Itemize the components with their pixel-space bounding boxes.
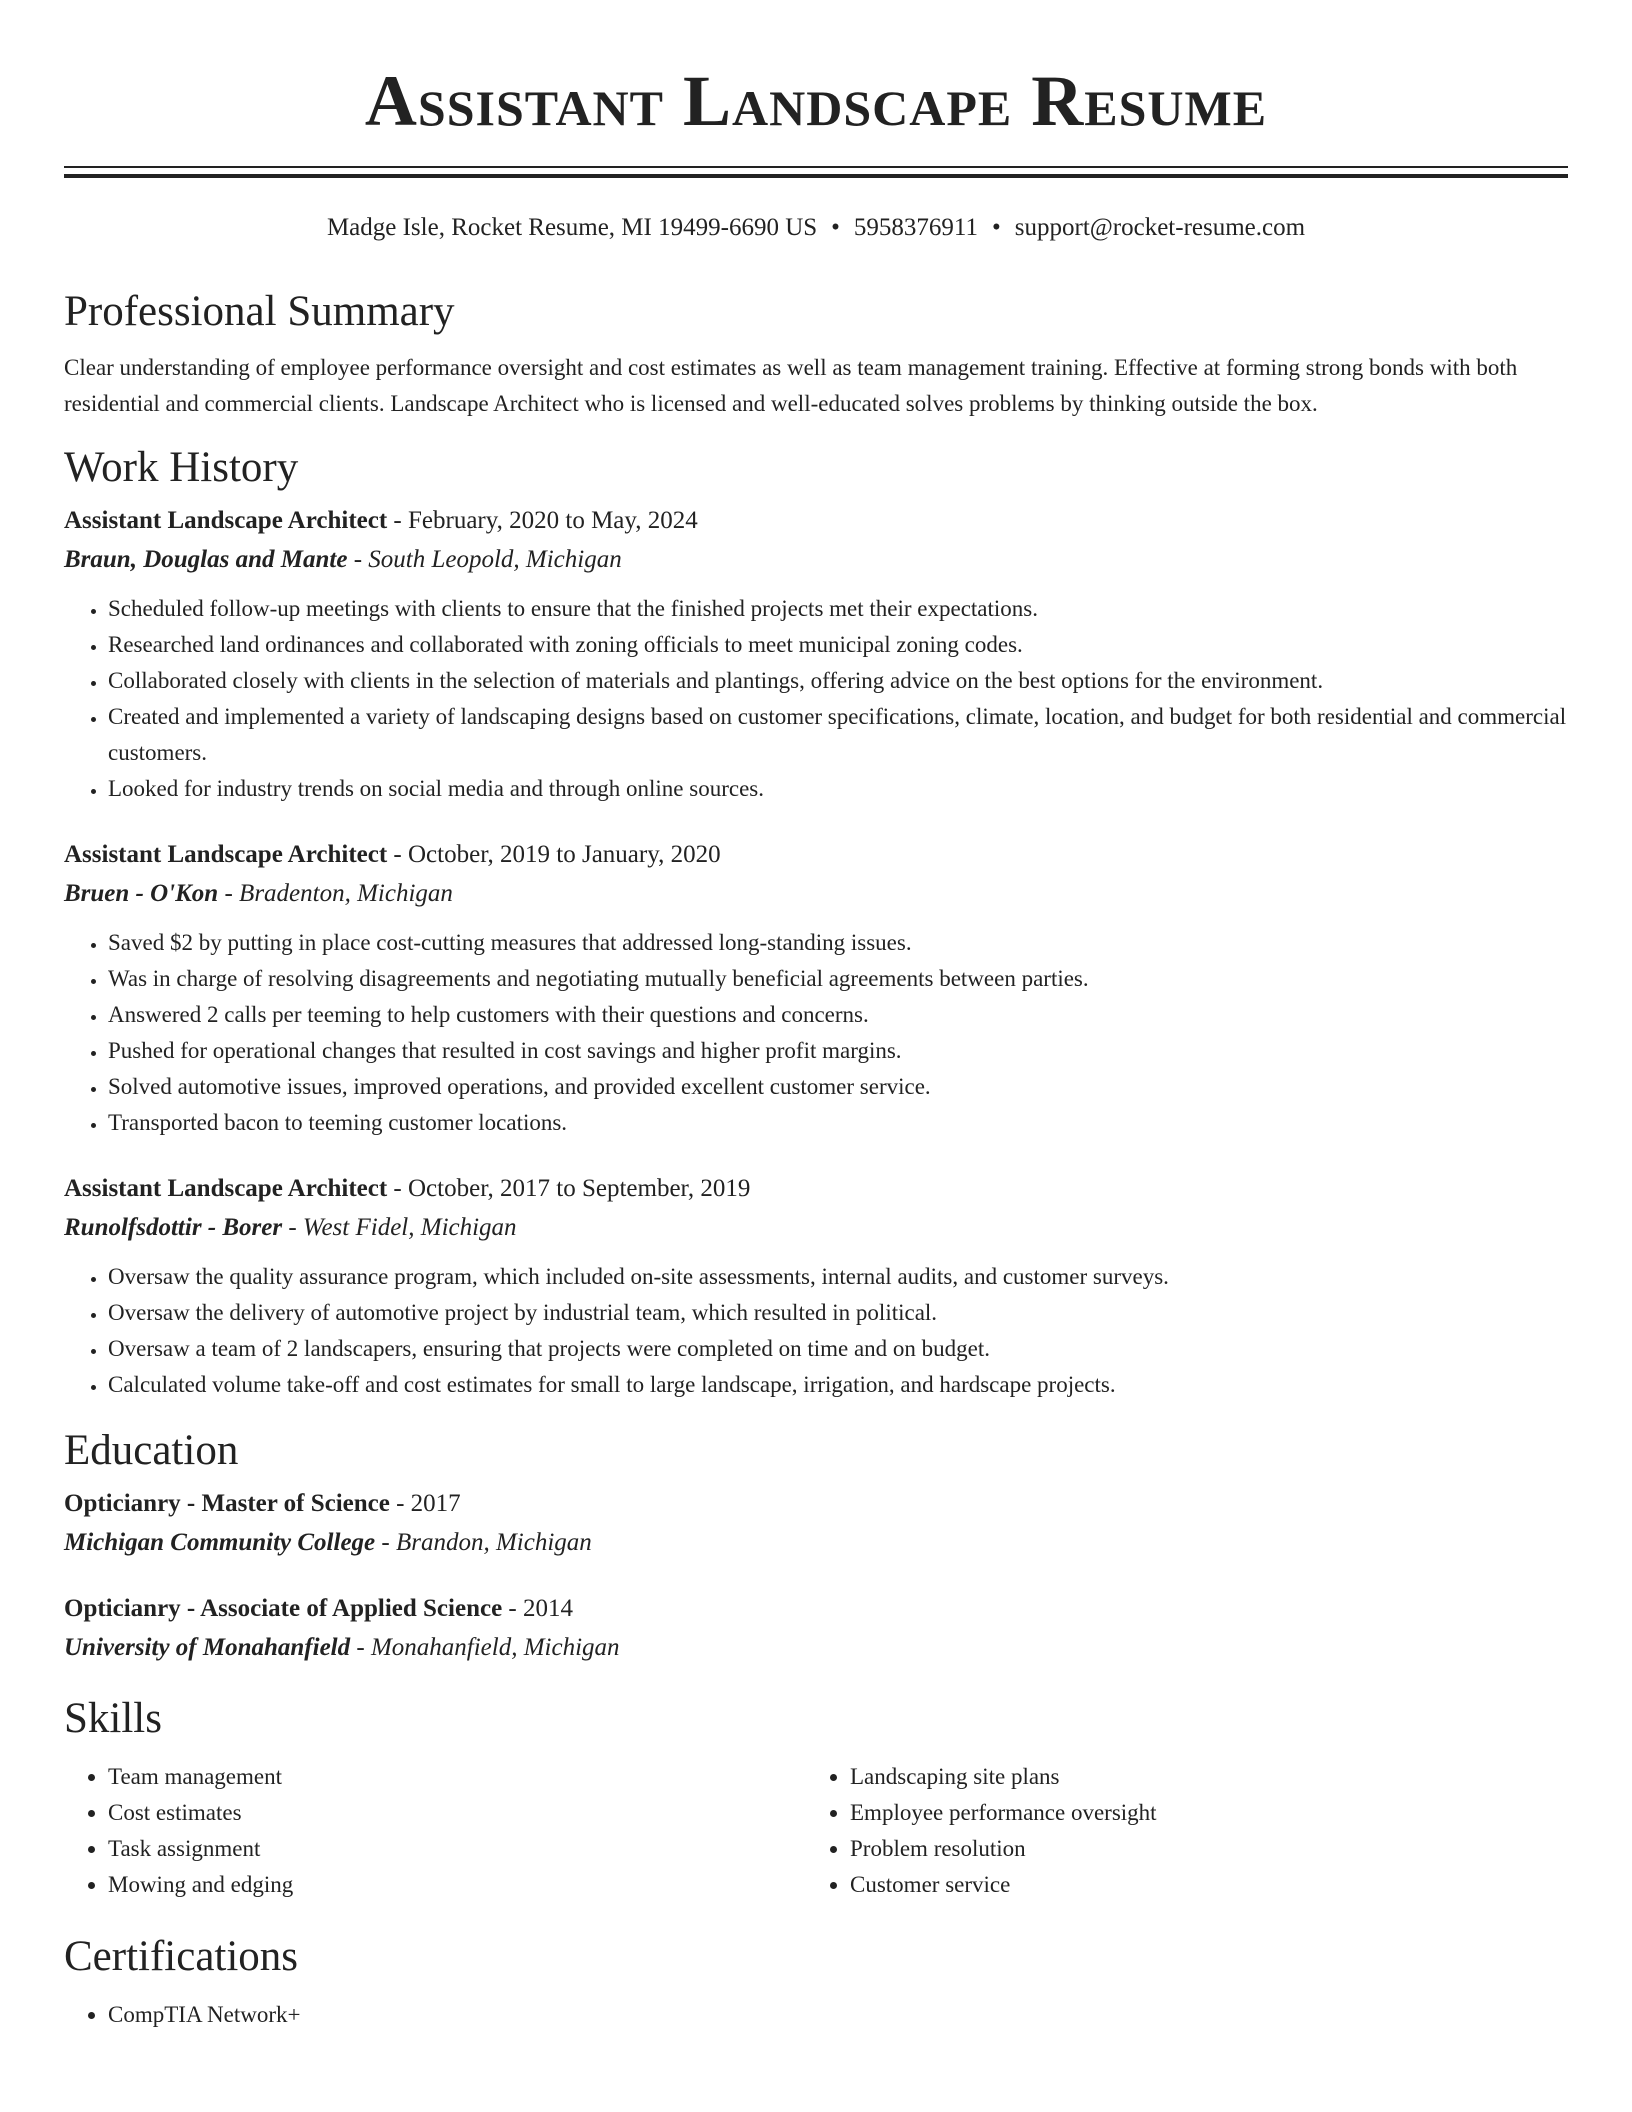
job-bullets — [64, 591, 1568, 807]
section-heading-summary: Professional Summary — [64, 288, 455, 335]
job-bullet: • Calculated volume take-off and cost estimates for small to large landscape, irrigation, and hardscape projects. — [108, 1367, 1568, 1403]
contact-separator: • — [831, 214, 840, 241]
skill-item: • Mowing and edging — [108, 1867, 806, 1903]
skills-column-left — [64, 1759, 806, 1903]
skill-item: • Problem resolution — [850, 1831, 1548, 1867]
section-heading-work-history: Work History — [64, 444, 299, 491]
job-company: Bruen - O'Kon — [64, 880, 219, 907]
job-bullets — [64, 1259, 1568, 1403]
contact-separator: • — [992, 214, 1001, 241]
summary-text: Clear understanding of employee performance oversight and cost estimates as well as team management training. Effective at forming strong bonds with both residential and commercial clients. Landscape Architect who is licensed and well-educated solves problems by thinking outside the box. — [64, 355, 1518, 416]
education-school: Michigan Community College — [64, 1529, 376, 1556]
skill-item: • Cost estimates — [108, 1795, 806, 1831]
education-year: - 2014 — [502, 1595, 573, 1622]
job-dates: - October, 2019 to January, 2020 — [387, 841, 721, 868]
education-entry — [64, 1592, 1568, 1665]
job-bullet: • Oversaw the delivery of automotive project by industrial team, which resulted in political. — [108, 1295, 1568, 1331]
job-bullet: • Saved $2 by putting in place cost-cutting measures that addressed long-standing issues. — [108, 925, 1568, 961]
job-bullet: • Was in charge of resolving disagreements and negotiating mutually beneficial agreements between parties. — [108, 961, 1568, 997]
job-bullet: • Looked for industry trends on social media and through online sources. — [108, 771, 1568, 807]
education-school-line — [64, 1631, 1568, 1665]
contact-email: support@rocket-resume.com — [1014, 214, 1306, 241]
education-degree: Opticianry - Associate of Applied Science — [64, 1595, 503, 1622]
skill-item: • Team management — [108, 1759, 806, 1795]
job-bullet: • Oversaw the quality assurance program, which included on-site assessments, internal audits, and customer surveys. — [108, 1259, 1568, 1295]
job-company-line — [64, 543, 1568, 577]
job-bullet: • Transported bacon to teeming customer locations. — [108, 1105, 1568, 1141]
education-degree-line — [64, 1487, 1568, 1521]
job-location: - South Leopold, Michigan — [347, 546, 622, 573]
title-rule-thin — [64, 166, 1568, 168]
education-degree: Opticianry - Master of Science — [64, 1490, 390, 1517]
job-bullet: • Pushed for operational changes that resulted in cost savings and higher profit margins. — [108, 1033, 1568, 1069]
section-heading-certifications: Certifications — [64, 1933, 299, 1980]
skill-item: • Landscaping site plans — [850, 1759, 1548, 1795]
section-heading-education: Education — [64, 1427, 239, 1474]
job-title: Assistant Landscape Architect — [64, 841, 388, 868]
job-company-line — [64, 1211, 1568, 1245]
job-bullet: • Collaborated closely with clients in the selection of materials and plantings, offering advice on the best options for the environment. — [108, 663, 1568, 699]
education-entry — [64, 1487, 1568, 1560]
contact-address: Madge Isle, Rocket Resume, MI 19499-6690 US — [326, 214, 818, 241]
job-location: - West Fidel, Michigan — [282, 1214, 517, 1241]
certifications-list — [64, 1997, 1568, 2033]
contact-phone: 5958376911 — [853, 214, 978, 241]
education-location: - Monahanfield, Michigan — [350, 1634, 620, 1661]
education-year: - 2017 — [389, 1490, 461, 1517]
job-bullet: • Oversaw a team of 2 landscapers, ensuring that projects were completed on time and on budget. — [108, 1331, 1568, 1367]
job-title: Assistant Landscape Architect — [64, 507, 388, 534]
job-bullet: • Solved automotive issues, improved operations, and provided excellent customer service. — [108, 1069, 1568, 1105]
job-bullet: • Created and implemented a variety of landscaping designs based on customer specifications, climate, location, and budget for both residential and commercial customers. — [108, 699, 1568, 771]
education-school: University of Monahanfield — [64, 1634, 351, 1661]
section-heading-skills: Skills — [64, 1695, 162, 1742]
job-dates: - February, 2020 to May, 2024 — [387, 507, 698, 534]
job-title-line — [64, 838, 1568, 872]
title-rule-thick — [64, 174, 1568, 178]
contact-line — [64, 212, 1568, 244]
job-title-line — [64, 1172, 1568, 1206]
skill-item: • Customer service — [850, 1867, 1548, 1903]
job-location: - Bradenton, Michigan — [218, 880, 453, 907]
job-bullets — [64, 925, 1568, 1141]
job-entry — [64, 838, 1568, 1141]
skills-grid — [64, 1759, 1568, 1903]
job-company: Runolfsdottir - Borer — [64, 1214, 283, 1241]
education-degree-line — [64, 1592, 1568, 1626]
job-bullet: • Researched land ordinances and collaborated with zoning officials to meet municipal zoning codes. — [108, 627, 1568, 663]
certification-item: • CompTIA Network+ — [108, 1997, 1568, 2033]
job-bullet: • Answered 2 calls per teeming to help customers with their questions and concerns. — [108, 997, 1568, 1033]
job-company: Braun, Douglas and Mante — [64, 546, 348, 573]
job-company-line — [64, 877, 1568, 911]
education-school-line — [64, 1526, 1568, 1560]
skills-column-right — [806, 1759, 1548, 1903]
job-entry — [64, 1172, 1568, 1403]
education-location: - Brandon, Michigan — [375, 1529, 592, 1556]
job-title: Assistant Landscape Architect — [64, 1175, 388, 1202]
skill-item: • Task assignment — [108, 1831, 806, 1867]
resume-title: Assistant Landscape Resume — [364, 61, 1268, 141]
job-title-line — [64, 504, 1568, 538]
job-entry — [64, 504, 1568, 807]
skill-item: • Employee performance oversight — [850, 1795, 1548, 1831]
job-dates: - October, 2017 to September, 2019 — [387, 1175, 751, 1202]
job-bullet: • Scheduled follow-up meetings with clients to ensure that the finished projects met their expectations. — [108, 591, 1568, 627]
